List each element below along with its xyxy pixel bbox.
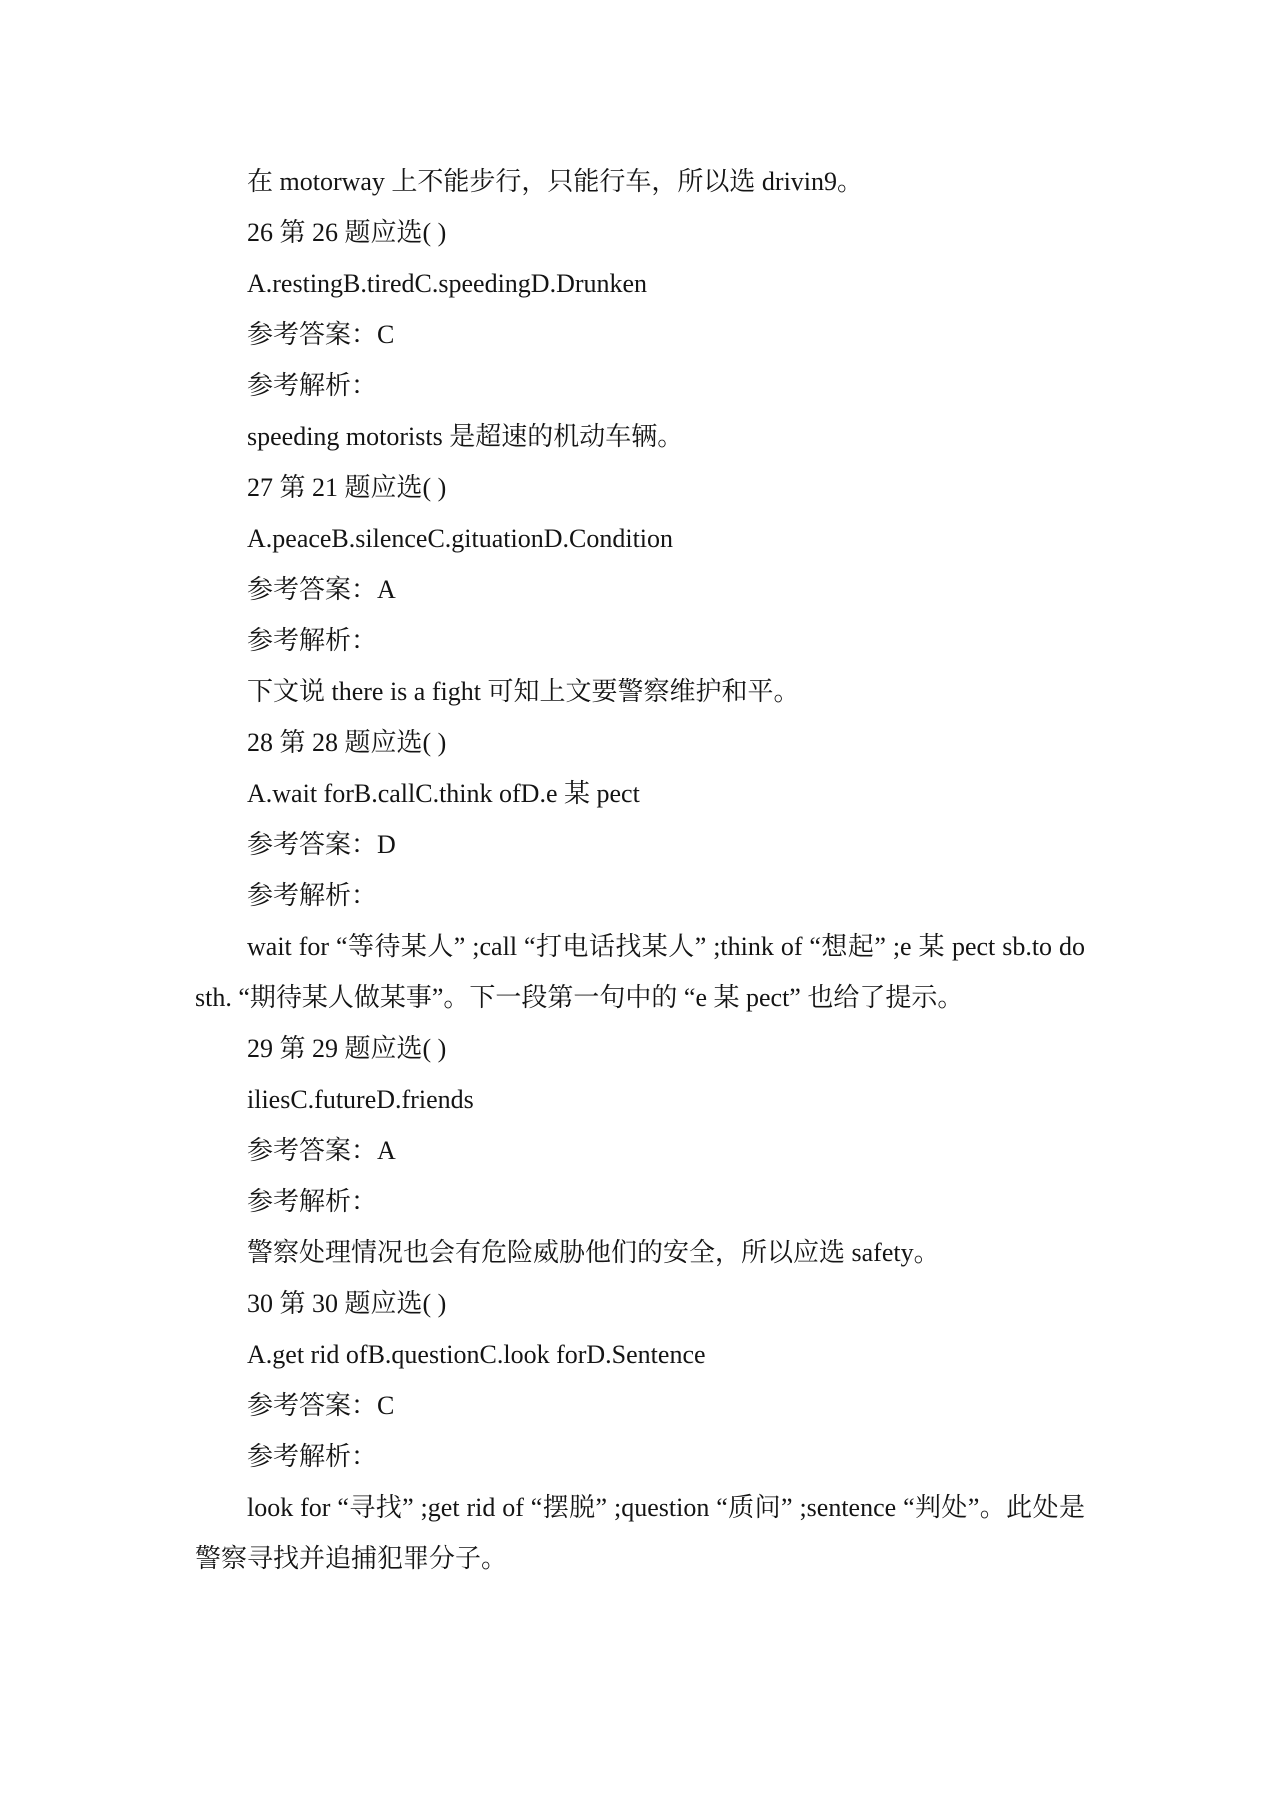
paragraph-question-title: 27 第 21 题应选( ) (247, 473, 447, 502)
paragraph-answer: 参考答案：A (247, 575, 396, 604)
paragraph-answer: 参考答案：D (247, 830, 396, 859)
paragraph-question-title: 29 第 29 题应选( ) (247, 1034, 447, 1063)
paragraph-options: A.wait forB.callC.think ofD.e 某 pect (247, 779, 640, 808)
paragraph-answer: 参考答案：A (247, 1136, 396, 1165)
paragraph-analysis-label: 参考解析： (247, 1442, 378, 1471)
paragraph-analysis-text: wait for “等待某人” ;call “打电话找某人” ;think of “想起” ;e 某 pect sb.to do sth. “期待某人做某事”。下一段第一句中的 “e 某 pect” 也给了提示。 (195, 932, 1085, 1012)
paragraph-analysis-label: 参考解析： (247, 371, 378, 400)
paragraph-question-title: 28 第 28 题应选( ) (247, 728, 447, 757)
paragraph-analysis-label: 参考解析： (247, 881, 378, 910)
paragraph-analysis-text: 警察处理情况也会有危险威胁他们的安全，所以应选 safety。 (247, 1238, 940, 1267)
paragraph-analysis-text: 下文说 there is a fight 可知上文要警察维护和平。 (247, 677, 800, 706)
paragraph-options: iliesC.futureD.friends (247, 1085, 474, 1114)
paragraph-answer: 参考答案：C (247, 1391, 395, 1420)
paragraph-analysis-text: speeding motorists 是超速的机动车辆。 (247, 422, 684, 451)
paragraph-analysis-label: 参考解析： (247, 626, 378, 655)
paragraph-analysis-text: 在 motorway 上不能步行，只能行车，所以选 drivin9。 (247, 167, 864, 196)
paragraph-answer: 参考答案：C (247, 320, 395, 349)
paragraph-options: A.get rid ofB.questionC.look forD.Sentence (247, 1340, 706, 1369)
paragraph-options: A.peaceB.silenceC.gituationD.Condition (247, 524, 674, 553)
paragraph-analysis-label: 参考解析： (247, 1187, 378, 1216)
document-text-block (195, 156, 1085, 1584)
paragraph-analysis-text: look for “寻找” ;get rid of “摆脱” ;question “质问” ;sentence “判处”。此处是警察寻找并追捕犯罪分子。 (195, 1493, 1085, 1573)
paragraph-question-title: 30 第 30 题应选( ) (247, 1289, 447, 1318)
paragraph-options: A.restingB.tiredC.speedingD.Drunken (247, 269, 648, 298)
paragraph-question-title: 26 第 26 题应选( ) (247, 218, 447, 247)
